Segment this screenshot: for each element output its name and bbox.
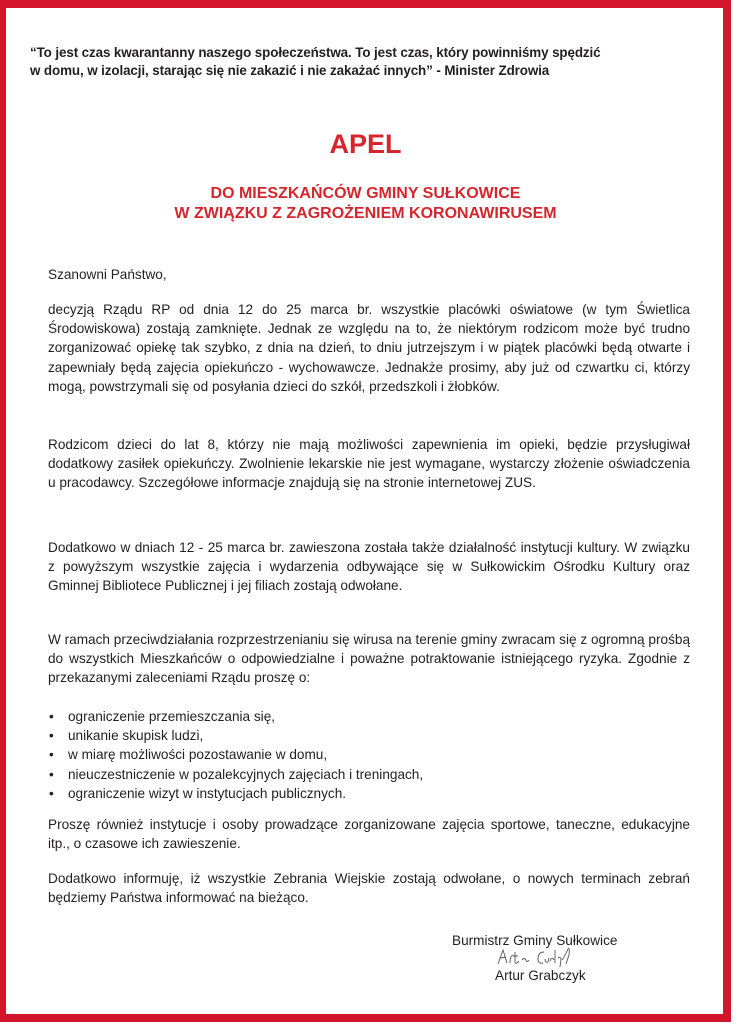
- salutation: Szanowni Państwo,: [48, 267, 167, 282]
- signature-name: Artur Grabczyk: [495, 968, 586, 983]
- subtitle-line-2: W ZWIĄZKU Z ZAGROŻENIEM KORONAWIRUSEM: [174, 205, 557, 222]
- paragraph-organizers: Proszę również instytucje i osoby prowadzące zorganizowane zajęcia sportowe, taneczne, edukacyjne itp., o czasowe ich zawieszenie.: [48, 817, 690, 852]
- paragraph-village-meetings: Dodatkowo informuję, iż wszystkie Zebrania Wiejskie zostają odwołane, o nowych terminach zebrań będziemy Państwa informować na bieżąco.: [48, 871, 690, 906]
- bullet-icon: •: [49, 766, 54, 782]
- recommendations-list: [48, 707, 690, 803]
- signature-title: Burmistrz Gminy Sułkowice: [452, 933, 618, 948]
- minister-quote: [30, 44, 710, 80]
- bullet-icon: •: [49, 709, 54, 724]
- page-title: APEL: [329, 129, 402, 159]
- bullet-icon: •: [49, 728, 54, 744]
- quote-line-2: w domu, w izolacji, starając się nie zakazić i nie zakażać innych” - Minister Zdrowia: [30, 63, 550, 78]
- list-item: • w miarę możliwości pozostawanie w domu,: [48, 745, 690, 764]
- handwritten-signature-icon: [496, 946, 576, 968]
- list-item: • ograniczenie przemieszczania się,: [48, 707, 690, 726]
- subtitle-line-1: DO MIESZKAŃCÓW GMINY SUŁKOWICE: [210, 185, 521, 202]
- paragraph-appeal: W ramach przeciwdziałania rozprzestrzenianiu się wirusa na terenie gminy zwracam się z ogromną prośbą do wszystkich Mieszkańców o odpowiedzialne i poważne potraktowanie istniejącego ryzyka. Zgodnie z przekazanymi zaleceniami Rządu proszę o:: [48, 632, 690, 686]
- bullet-icon: •: [49, 747, 54, 763]
- list-item: • unikanie skupisk ludzi,: [48, 726, 690, 745]
- list-item: • ograniczenie wizyt w instytucjach publicznych.: [48, 784, 690, 803]
- paragraph-culture-suspended: Dodatkowo w dniach 12 - 25 marca br. zawieszona została także działalność instytucji kultury. W związku z powyższym wszystkie zajęcia i wydarzenia odbywające się w Sułkowickim Ośrodku Kultury oraz Gminnej Bibliotece Publicznej i jej filiach zostają odwołane.: [48, 540, 690, 594]
- signature-block: [452, 932, 652, 985]
- paragraph-schools-closed: decyzją Rządu RP od dnia 12 do 25 marca br. wszystkie placówki oświatowe (w tym Świetlica Środowiskowa) zostają zamknięte. Jednak ze względu na to, że niektórym rodzicom może być trudno zorganizować opiekę tak szybko, z dnia na dzień, to dniu jutrzejszym i w piątek placówki będą otwarte i zapewniały będą zajęcia opiekuńczo - wychowawcze. Jednakże prosimy, aby już od czwartku ci, którzy mogą, powstrzymali się od posyłania dzieci do szkół, przedszkoli i żłobków.: [48, 302, 690, 394]
- list-item: • nieuczestniczenie w pozalekcyjnych zajęciach i treningach,: [48, 765, 690, 784]
- page-subtitle: [0, 184, 731, 224]
- bullet-icon: •: [49, 785, 54, 801]
- paragraph-care-allowance: Rodzicom dzieci do lat 8, którzy nie mają możliwości zapewnienia im opieki, będzie przysługiwał dodatkowy zasiłek opiekuńczy. Zwolnienie lekarskie nie jest wymagane, wystarczy złożenie oświadczenia u pracodawcy. Szczegółowe informacje znajdują się na stronie internetowej ZUS.: [48, 437, 690, 491]
- quote-line-1: “To jest czas kwarantanny naszego społeczeństwa. To jest czas, który powinniśmy spędzić: [30, 45, 601, 60]
